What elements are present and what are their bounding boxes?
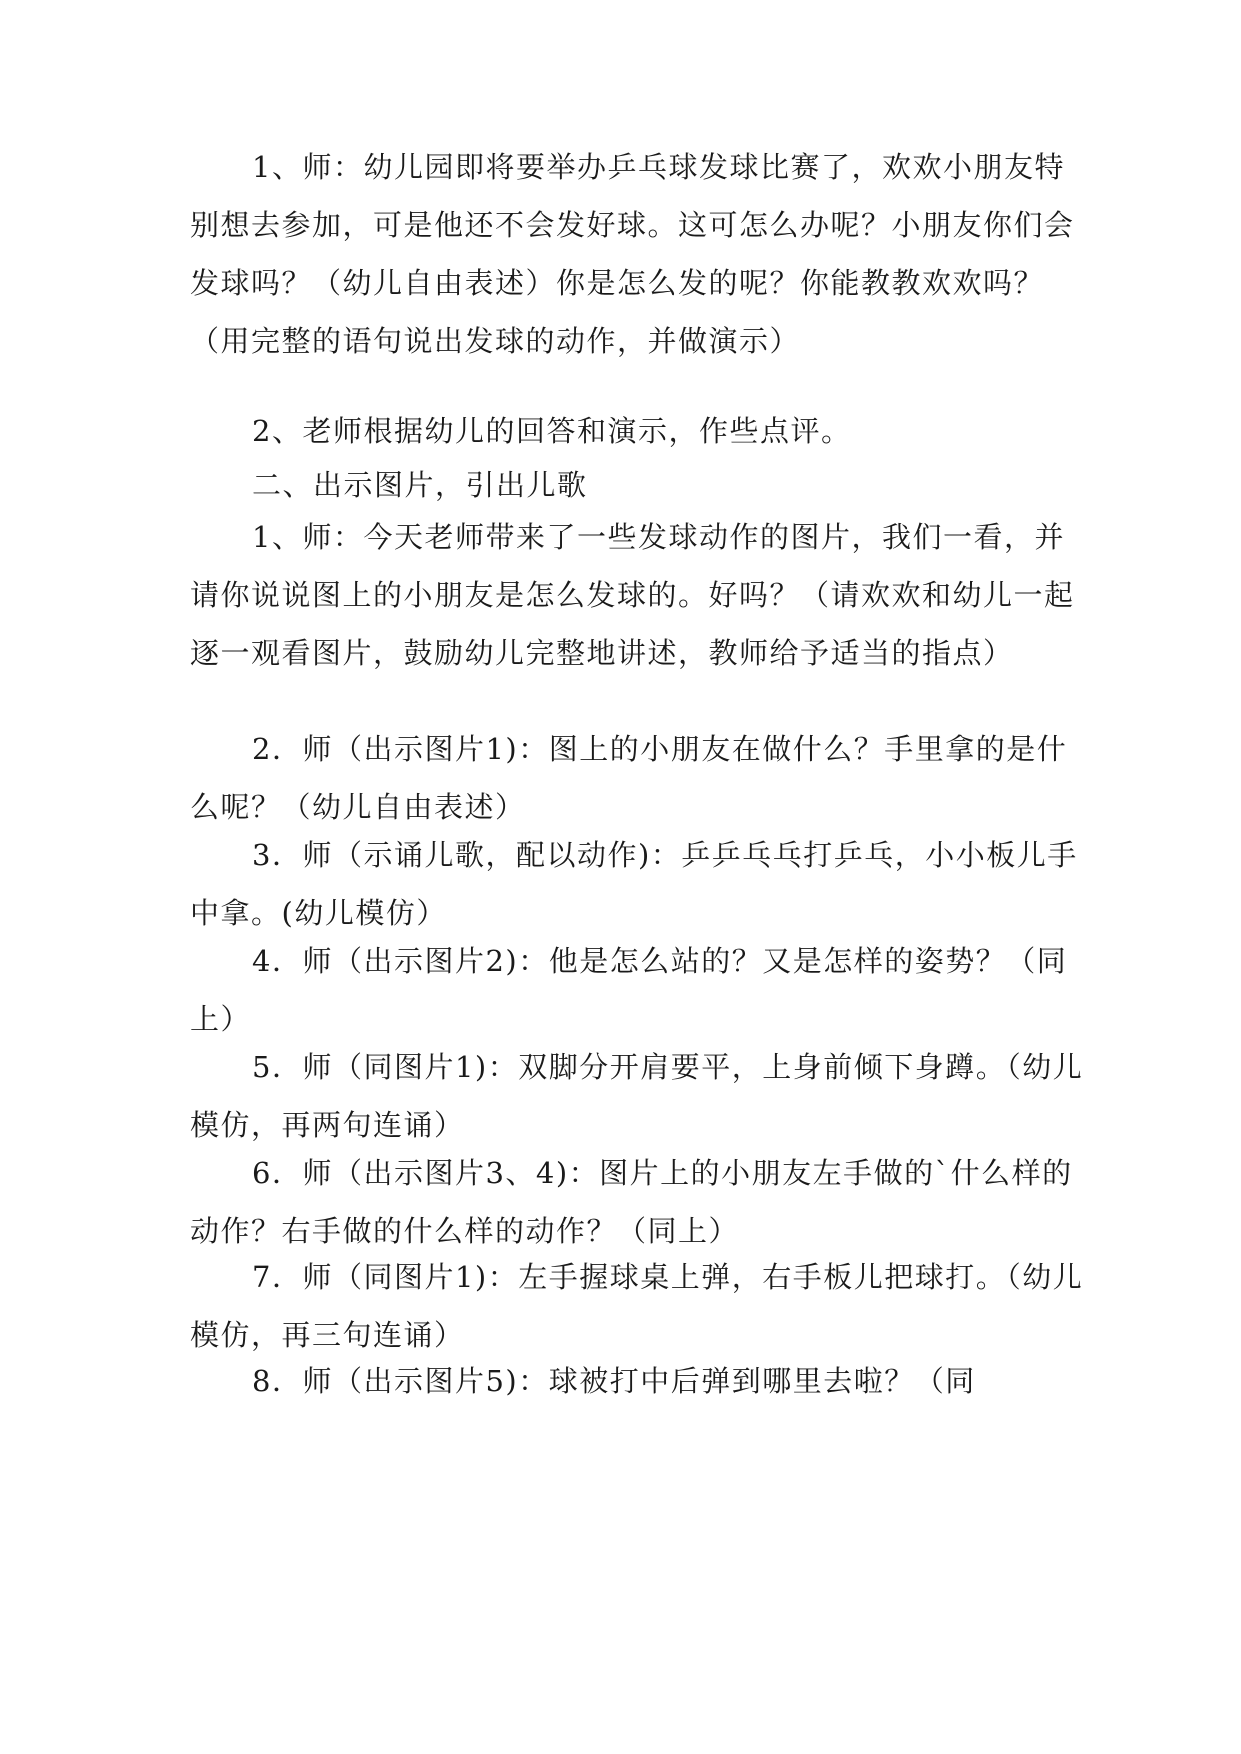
paragraph-step-1: 1、师：今天老师带来了一些发球动作的图片，我们一看，并请你说说图上的小朋友是怎么发球的。好吗？（请欢欢和幼儿一起逐一观看图片，鼓励幼儿完整地讲述，教师给予适当的指点） — [190, 520, 1075, 670]
paragraph-step-5: 5．师（同图片1)：双脚分开肩要平，上身前倾下身蹲。（幼儿模仿，再两句连诵） — [190, 1050, 1084, 1142]
section-heading-show-pictures: 二、出示图片，引出儿歌 — [252, 468, 588, 502]
paragraph-step-8: 8．师（出示图片5)：球被打中后弹到哪里去啦？（同 — [252, 1364, 976, 1398]
paragraph-teacher-comment: 2、老师根据幼儿的回答和演示，作些点评。 — [252, 414, 852, 448]
paragraph-step-6: 6．师（出示图片3、4)：图片上的小朋友左手做的`什么样的动作？右手做的什么样的动作？（同上） — [190, 1156, 1073, 1248]
paragraph-step-2: 2．师（出示图片1)：图上的小朋友在做什么？手里拿的是什么呢？（幼儿自由表述） — [190, 732, 1068, 824]
paragraph-intro-question: 1、师：幼儿园即将要举办乒乓球发球比赛了，欢欢小朋友特别想去参加，可是他还不会发好球。这可怎么办呢？小朋友你们会发球吗？（幼儿自由表述）你是怎么发的呢？你能教教欢欢吗？（用完整的语句说出发球的动作，并做演示） — [190, 150, 1075, 358]
paragraph-step-7: 7．师（同图片1)：左手握球桌上弹，右手板儿把球打。（幼儿模仿，再三句连诵） — [190, 1260, 1084, 1352]
paragraph-step-3: 3．师（示诵儿歌，配以动作)：乒乒乓乓打乒乓，小小板儿手中拿。(幼儿模仿） — [190, 838, 1078, 930]
paragraph-step-4: 4．师（出示图片2)：他是怎么站的？又是怎样的姿势？（同上） — [190, 944, 1068, 1036]
